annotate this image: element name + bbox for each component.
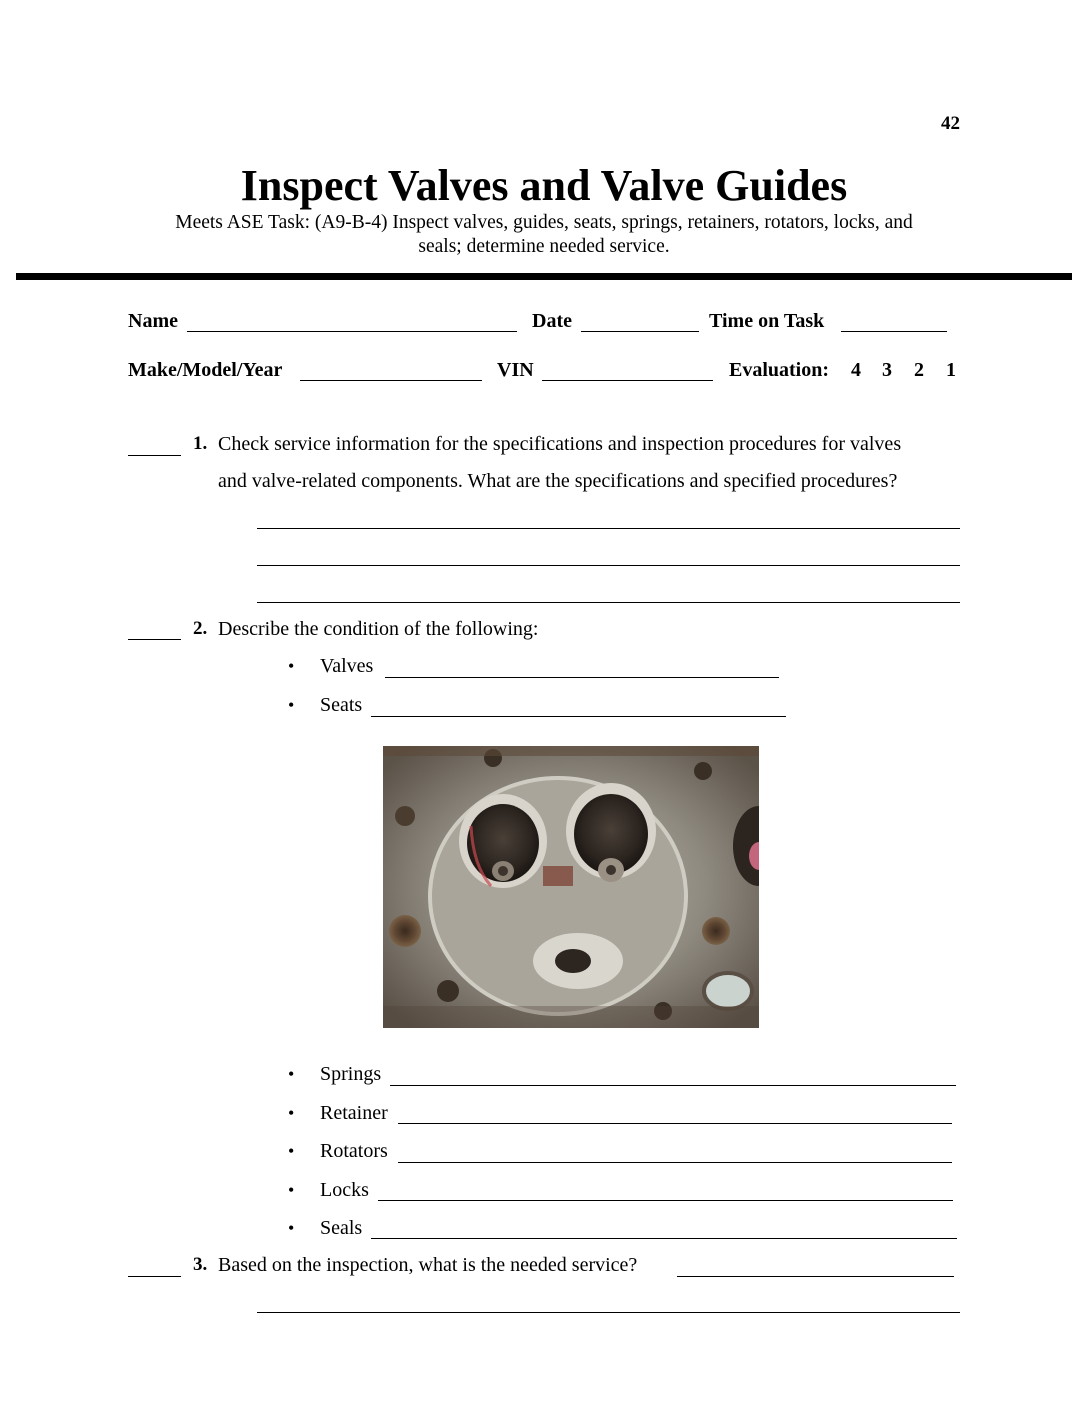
retainer-field[interactable]	[398, 1123, 952, 1124]
q1-answer-line[interactable]	[257, 565, 960, 566]
page-title: Inspect Valves and Valve Guides	[240, 161, 848, 210]
q1-answer-line[interactable]	[257, 528, 960, 529]
q3-checkoff-blank[interactable]	[128, 1276, 181, 1277]
evaluation-label: Evaluation:	[729, 359, 830, 381]
locks-field[interactable]	[378, 1200, 953, 1201]
evaluation-score-3[interactable]: 3	[882, 359, 892, 381]
task-description-line-2: seals; determine needed service.	[418, 236, 670, 257]
q1-checkoff-blank[interactable]	[128, 455, 181, 456]
q3-text: Based on the inspection, what is the needed service?	[218, 1254, 638, 1276]
seats-label: Seats	[320, 694, 363, 716]
cylinder-head-photo	[383, 746, 759, 1028]
date-label: Date	[532, 310, 572, 332]
bullet-icon: •	[288, 1103, 295, 1123]
q1-number: 1.	[193, 433, 208, 454]
springs-field[interactable]	[390, 1085, 956, 1086]
vin-label: VIN	[497, 359, 534, 381]
evaluation-score-4[interactable]: 4	[851, 359, 861, 381]
springs-label: Springs	[320, 1063, 382, 1085]
name-label: Name	[128, 310, 178, 332]
evaluation-score-2[interactable]: 2	[914, 359, 924, 381]
evaluation-score-1[interactable]: 1	[946, 359, 956, 381]
make-model-year-field[interactable]	[300, 380, 482, 381]
time-on-task-field[interactable]	[841, 331, 947, 332]
task-description-line-1: Meets ASE Task: (A9-B-4) Inspect valves, guides, seats, springs, retainers, rotators, locks, and	[175, 212, 913, 233]
header-divider	[16, 273, 1072, 280]
bullet-icon: •	[288, 695, 295, 715]
vin-field[interactable]	[542, 380, 713, 381]
rotators-label: Rotators	[320, 1140, 388, 1162]
bullet-icon: •	[288, 1064, 295, 1084]
seals-label: Seals	[320, 1217, 363, 1239]
q2-checkoff-blank[interactable]	[128, 639, 181, 640]
page-number: 42	[941, 113, 960, 134]
seals-field[interactable]	[371, 1238, 957, 1239]
date-field[interactable]	[581, 331, 699, 332]
bullet-icon: •	[288, 1141, 295, 1161]
make-model-year-label: Make/Model/Year	[128, 359, 283, 381]
q3-number: 3.	[193, 1254, 208, 1275]
bullet-icon: •	[288, 1180, 295, 1200]
q1-answer-line[interactable]	[257, 602, 960, 603]
valves-label: Valves	[320, 655, 374, 677]
q2-text: Describe the condition of the following:	[218, 618, 539, 640]
q2-number: 2.	[193, 618, 208, 639]
retainer-label: Retainer	[320, 1102, 388, 1124]
q1-text-line-2: and valve-related components. What are the specifications and specified procedures?	[218, 470, 898, 492]
time-on-task-label: Time on Task	[709, 310, 825, 332]
bullet-icon: •	[288, 656, 295, 676]
bullet-icon: •	[288, 1218, 295, 1238]
rotators-field[interactable]	[398, 1162, 952, 1163]
q3-answer-line[interactable]	[257, 1312, 960, 1313]
locks-label: Locks	[320, 1179, 369, 1201]
seats-field[interactable]	[371, 716, 786, 717]
q1-text-line-1: Check service information for the specifications and inspection procedures for valves	[218, 433, 902, 455]
valves-field[interactable]	[385, 677, 779, 678]
name-field[interactable]	[187, 331, 517, 332]
task-description	[120, 211, 968, 259]
q3-answer-inline[interactable]	[677, 1276, 954, 1277]
